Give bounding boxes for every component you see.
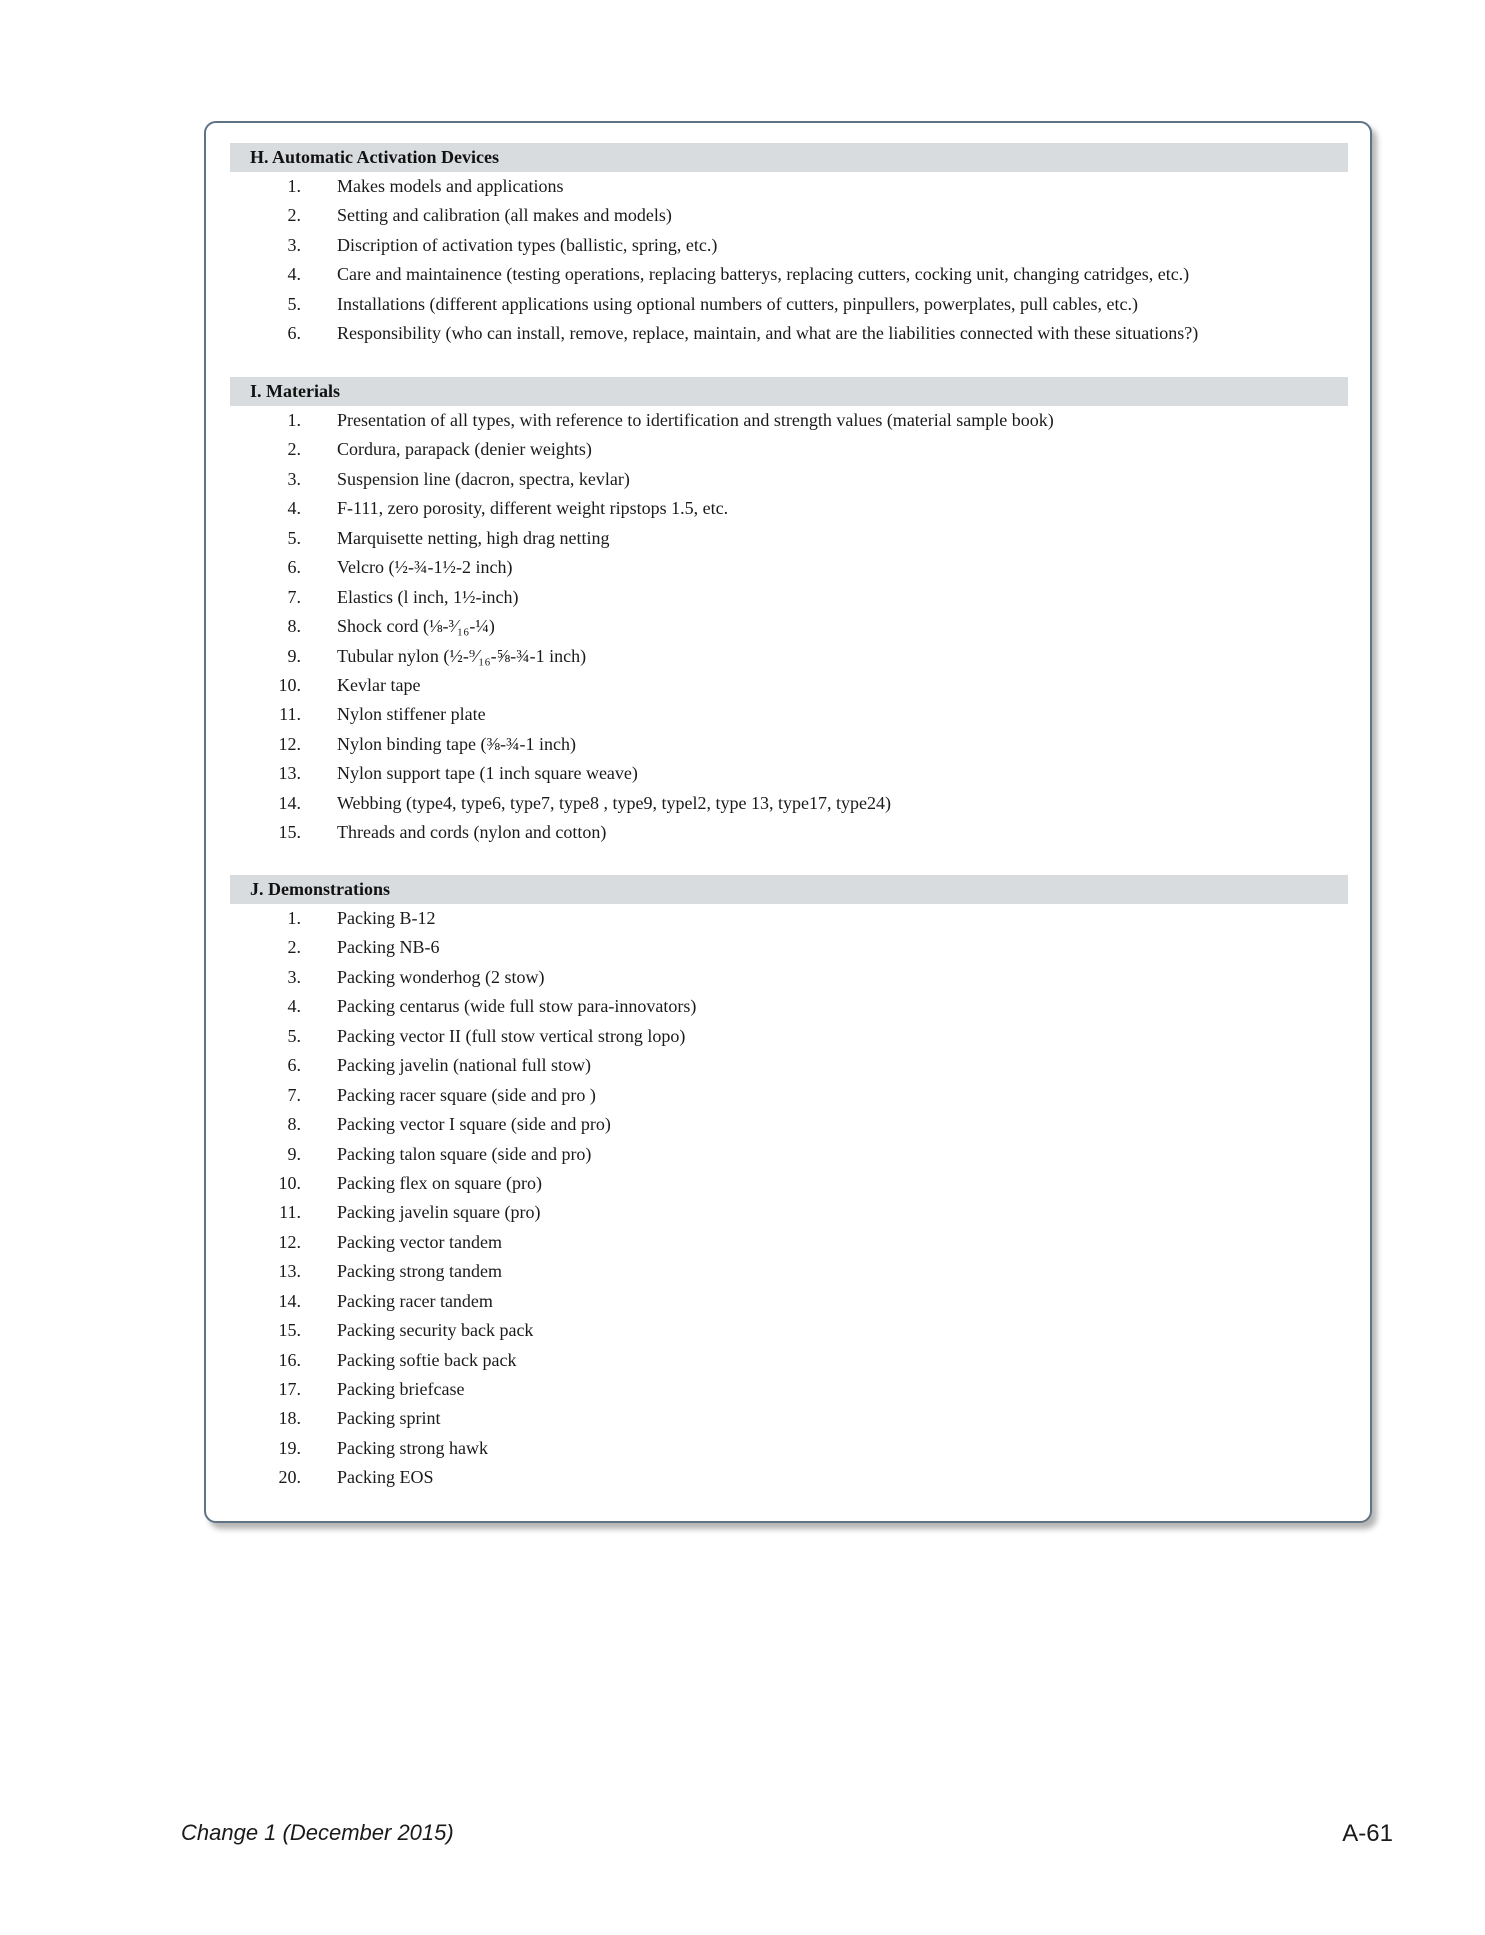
- list-item-text: Packing javelin (national full stow): [337, 1055, 591, 1076]
- section-materials: [230, 377, 1348, 848]
- list-item-number: 11.: [279, 704, 301, 725]
- list-item: [230, 1022, 1348, 1051]
- list-item-text: Kevlar tape: [337, 674, 421, 695]
- list-item-text: Makes models and applications: [337, 176, 564, 196]
- list-item-number: 9.: [287, 1143, 301, 1164]
- list-item-text: Care and maintainence (testing operations, replacing batterys, replacing cutters, cocking unit, changing catridges, etc.): [337, 264, 1190, 285]
- list-item: [230, 1463, 1348, 1492]
- list-item: [230, 1110, 1348, 1139]
- list-item: [230, 319, 1348, 348]
- section-header: H. Automatic Activation Devices: [230, 143, 1348, 172]
- list-item: [230, 465, 1348, 494]
- list-item: [230, 642, 1348, 671]
- list-item-text: Packing sprint: [337, 1408, 441, 1429]
- list-item-text: Discription of activation types (ballistic, spring, etc.): [337, 234, 718, 255]
- list-item-number: 1.: [287, 908, 301, 928]
- list-item: [230, 730, 1348, 759]
- list-item-text: Nylon support tape (1 inch square weave): [337, 763, 638, 784]
- list-item-text: Packing javelin square (pro): [337, 1202, 541, 1223]
- list-item-number: 13.: [278, 1261, 301, 1282]
- list-item-text: Packing strong hawk: [337, 1437, 488, 1458]
- list-item-number: 6.: [287, 1055, 301, 1076]
- list-item-number: 6.: [287, 323, 301, 344]
- list-item-number: 12.: [278, 733, 301, 754]
- content-panel: [204, 121, 1372, 1523]
- section-header: J. Demonstrations: [230, 875, 1348, 904]
- list-item: [230, 1051, 1348, 1080]
- list-item: [230, 612, 1348, 641]
- list-item: [230, 172, 1348, 201]
- list-item-number: 4.: [287, 264, 301, 285]
- list-item-number: 15.: [278, 1320, 301, 1341]
- list-item-text: Packing softie back pack: [337, 1349, 517, 1370]
- page-number: A-61: [1342, 1820, 1393, 1847]
- list-item-number: 15.: [278, 822, 301, 843]
- list-item-number: 10.: [278, 1172, 301, 1193]
- section-automatic-activation-devices: [230, 143, 1348, 349]
- list-item: [230, 1257, 1348, 1286]
- change-note: Change 1 (December 2015): [181, 1820, 454, 1845]
- list-item-text: Webbing (type4, type6, type7, type8 , type9, typel2, type 13, type17, type24): [337, 792, 891, 813]
- list-item-text: Packing B-12: [337, 908, 436, 928]
- list-item: [230, 759, 1348, 788]
- list-item-text: Packing centarus (wide full stow para-innovators): [337, 996, 697, 1017]
- list-item-number: 2.: [287, 205, 301, 226]
- list-item-text: Packing vector tandem: [337, 1231, 502, 1252]
- list-item-text: Packing vector II (full stow vertical strong lopo): [337, 1025, 686, 1046]
- list-item-number: 5.: [287, 293, 301, 314]
- list-item-number: 14.: [278, 1290, 301, 1311]
- list-item-number: 4.: [287, 498, 301, 519]
- list-item-text: Packing wonderhog (2 stow): [337, 966, 545, 987]
- list-item: [230, 290, 1348, 319]
- list-item: [230, 818, 1348, 847]
- list-item-text: Nylon binding tape (⅜-¾-1 inch): [337, 733, 576, 754]
- list-item-text: Nylon stiffener plate: [337, 704, 486, 725]
- list-item-text: Packing NB-6: [337, 937, 440, 958]
- list-item-number: 20.: [278, 1467, 301, 1488]
- list-item-number: 5.: [287, 527, 301, 548]
- list-item: [230, 260, 1348, 289]
- list-item: [230, 933, 1348, 962]
- list-item: [230, 963, 1348, 992]
- list-item: [230, 1198, 1348, 1227]
- list-item-text: Shock cord (⅛-³⁄₁₆-¼): [337, 616, 495, 637]
- list-item: [230, 1228, 1348, 1257]
- list-item: [230, 1081, 1348, 1110]
- list-item-number: 8.: [287, 616, 301, 637]
- list-item: [230, 904, 1348, 933]
- list-item: [230, 494, 1348, 523]
- list-item: [230, 583, 1348, 612]
- list-item-number: 6.: [287, 557, 301, 578]
- list-item: [230, 1169, 1348, 1198]
- list-item-number: 7.: [287, 1084, 301, 1105]
- list-item-number: 1.: [287, 176, 301, 196]
- list-item: [230, 435, 1348, 464]
- list-item-number: 2.: [287, 937, 301, 958]
- list-item-text: Threads and cords (nylon and cotton): [337, 822, 607, 843]
- list-item: [230, 789, 1348, 818]
- list-item-text: Presentation of all types, with reference to idertification and strength values (material sample book): [337, 410, 1054, 430]
- list-item-number: 10.: [278, 674, 301, 695]
- list-item-number: 17.: [278, 1379, 301, 1399]
- list-item-number: 16.: [278, 1349, 301, 1370]
- list-item-text: Setting and calibration (all makes and models): [337, 205, 672, 226]
- list-item-text: Installations (different applications using optional numbers of cutters, pinpullers, powerplates, pull cables, etc.): [337, 293, 1138, 314]
- list-item-number: 3.: [287, 468, 301, 489]
- section-header: I. Materials: [230, 377, 1348, 406]
- list-item-text: Packing racer square (side and pro ): [337, 1084, 596, 1105]
- list-item-number: 7.: [287, 586, 301, 607]
- list-item: [230, 231, 1348, 260]
- list-item: [230, 1346, 1348, 1375]
- list-item-number: 8.: [287, 1114, 301, 1135]
- section-demonstrations: [230, 875, 1348, 1493]
- list-item: [230, 992, 1348, 1021]
- list-item: [230, 524, 1348, 553]
- list-item: [230, 671, 1348, 700]
- list-item-text: Packing security back pack: [337, 1320, 534, 1341]
- list-item-number: 9.: [287, 645, 301, 666]
- list-item: [230, 1404, 1348, 1433]
- list-item-number: 5.: [287, 1025, 301, 1046]
- list-item: [230, 553, 1348, 582]
- list-item: [230, 1375, 1348, 1404]
- list-item-text: Suspension line (dacron, spectra, kevlar): [337, 468, 630, 489]
- list-item-number: 1.: [287, 410, 301, 430]
- list-item-text: Packing EOS: [337, 1467, 434, 1488]
- list-item: [230, 201, 1348, 230]
- list-item-text: Packing racer tandem: [337, 1290, 493, 1311]
- list-item-text: Packing strong tandem: [337, 1261, 502, 1282]
- list-item-text: F-111, zero porosity, different weight ripstops 1.5, etc.: [337, 498, 729, 519]
- list-item-text: Packing briefcase: [337, 1379, 465, 1399]
- list-item-number: 13.: [278, 763, 301, 784]
- list-item-number: 3.: [287, 966, 301, 987]
- list-item: [230, 406, 1348, 435]
- list-item: [230, 700, 1348, 729]
- list-item-text: Elastics (l inch, 1½-inch): [337, 586, 519, 607]
- list-item-number: 2.: [287, 439, 301, 460]
- list-item-text: Responsibility (who can install, remove, replace, maintain, and what are the liabilities connected with these situations?): [337, 323, 1199, 344]
- list-item-text: Tubular nylon (½-⁹⁄₁₆-⅝-¾-1 inch): [337, 645, 587, 666]
- list-item: [230, 1434, 1348, 1463]
- list-item: [230, 1287, 1348, 1316]
- list-item-number: 4.: [287, 996, 301, 1017]
- list-item-number: 14.: [278, 792, 301, 813]
- list-item-text: Packing flex on square (pro): [337, 1172, 542, 1193]
- list-item-number: 3.: [287, 234, 301, 255]
- list-item-text: Packing talon square (side and pro): [337, 1143, 592, 1164]
- list-item-text: Cordura, parapack (denier weights): [337, 439, 592, 460]
- list-item-number: 19.: [278, 1437, 301, 1458]
- list-item: [230, 1316, 1348, 1345]
- list-item-text: Velcro (½-¾-1½-2 inch): [337, 557, 513, 578]
- list-item-number: 11.: [279, 1202, 301, 1223]
- list-item-text: Marquisette netting, high drag netting: [337, 527, 610, 548]
- list-item-number: 12.: [278, 1231, 301, 1252]
- list-item-text: Packing vector I square (side and pro): [337, 1114, 611, 1135]
- list-item-number: 18.: [278, 1408, 301, 1429]
- list-item: [230, 1140, 1348, 1169]
